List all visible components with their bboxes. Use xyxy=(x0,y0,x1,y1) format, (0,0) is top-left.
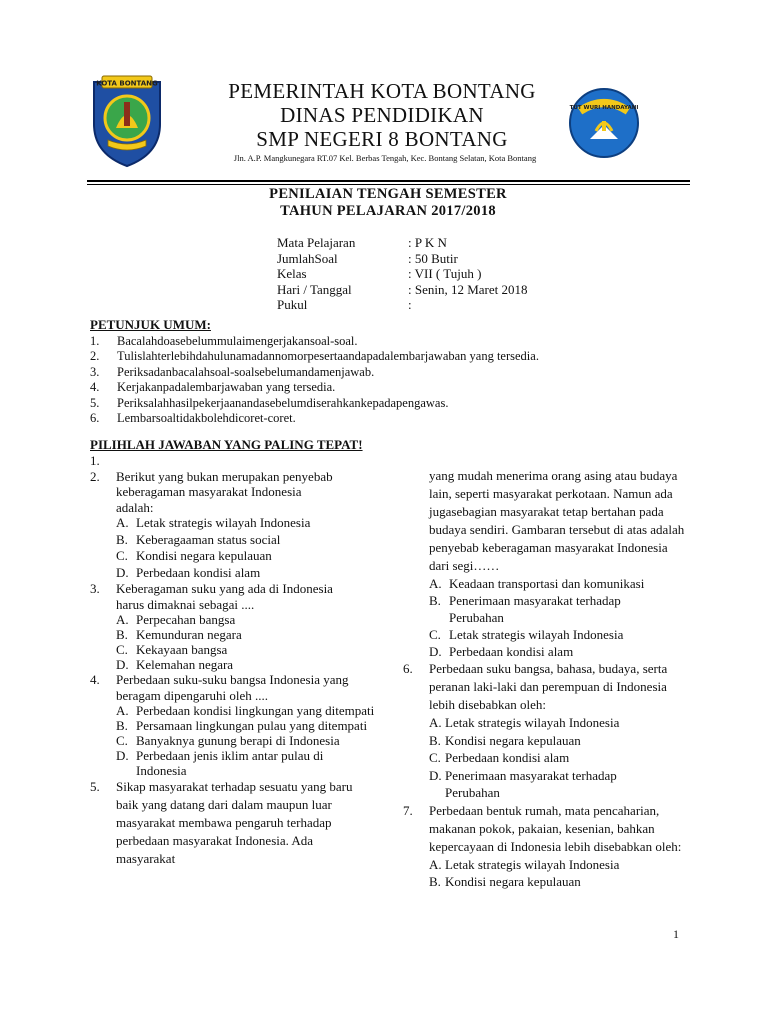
answer-option xyxy=(90,515,375,532)
question-text: Perbedaan suku-suku bangsa Indonesia yang beragam dipengaruhi oleh .... xyxy=(116,672,349,703)
question xyxy=(403,660,685,714)
option-letter: A. xyxy=(116,515,129,530)
list-item xyxy=(90,349,650,364)
exam-info xyxy=(277,235,528,313)
answer-option xyxy=(403,592,685,626)
option-letter: D. xyxy=(116,748,129,763)
question-text: Berikut yang bukan merupakan penyebab keberagaman masyarakat Indonesia adalah: xyxy=(116,468,333,515)
option-text: Kekayaan bangsa xyxy=(136,642,228,657)
answer-option xyxy=(90,642,375,657)
item-number: 5. xyxy=(90,395,100,410)
option-letter: B. xyxy=(429,732,441,748)
answer-option xyxy=(403,732,685,750)
question-text: Sikap masyarakat terhadap sesuatu yang baru baik yang datang dari dalam maupun luar masyarakat membawa pengaruh terhadap perbedaan masyarakat Indonesia. Ada masyarakat xyxy=(116,779,353,866)
item-number: 1. xyxy=(90,334,100,348)
option-text: Kondisi negara kepulauan xyxy=(445,874,581,889)
option-text: Kondisi negara kepulauan xyxy=(136,548,272,563)
svg-text:KOTA BONTANG: KOTA BONTANG xyxy=(96,79,158,88)
answer-option xyxy=(403,873,685,891)
question-number: 1. xyxy=(90,453,100,468)
header-department: DINAS PENDIDIKAN xyxy=(280,103,484,127)
option-letter: B. xyxy=(429,593,441,608)
option-text: Perbedaan kondisi alam xyxy=(136,564,261,580)
info-row xyxy=(277,235,528,251)
item-number: 3. xyxy=(90,364,100,379)
question xyxy=(90,778,375,868)
option-text: Letak strategis wilayah Indonesia xyxy=(449,627,624,642)
info-value: : P K N xyxy=(408,235,447,250)
answer-option xyxy=(403,643,685,660)
option-text: Letak strategis wilayah Indonesia xyxy=(445,715,620,730)
option-letter: A. xyxy=(116,612,129,627)
answer-option xyxy=(403,767,685,802)
info-value: : xyxy=(408,297,412,312)
item-number: 4. xyxy=(90,380,100,395)
answer-option xyxy=(90,532,375,549)
instructions-list xyxy=(90,334,650,426)
info-row xyxy=(277,297,528,313)
answer-option xyxy=(90,612,375,627)
tut-wuri-handayani-logo xyxy=(566,85,642,161)
left-question-column xyxy=(90,453,375,868)
question-text: Keberagaman suku yang ada di Indonesia harus dimaknai sebagai .... xyxy=(116,581,333,612)
option-letter: C. xyxy=(116,548,128,563)
school-address: Jln. A.P. Mangkunegara RT.07 Kel. Berbas Tengah, Kec. Bontang Selatan, Kota Bontang xyxy=(233,153,537,163)
list-item xyxy=(90,365,650,380)
option-text: Kelemahan negara xyxy=(136,657,234,672)
option-text: Kemunduran negara xyxy=(136,627,242,642)
option-letter: C. xyxy=(429,627,441,642)
question-number: 6. xyxy=(403,661,413,676)
svg-text:TUT WURI HANDAYANI: TUT WURI HANDAYANI xyxy=(569,105,639,111)
item-number: 2. xyxy=(90,349,100,364)
option-text: Perpecahan bangsa xyxy=(136,612,236,627)
info-value: : 50 Butir xyxy=(408,250,458,266)
question-continuation xyxy=(403,467,685,575)
info-key: Pukul xyxy=(277,297,308,312)
right-question-column xyxy=(403,467,685,891)
option-text: Penerimaan masyarakat terhadap Perubahan xyxy=(449,593,621,625)
option-text: Banyaknya gunung berapi di Indonesia xyxy=(136,733,340,748)
info-row xyxy=(277,282,528,298)
option-letter: D. xyxy=(429,767,442,783)
item-text: Tulislahterlebihdahulunamadannomorpesertaandapadalembarjawaban yang tersedia. xyxy=(117,349,539,364)
answer-option xyxy=(403,856,685,874)
option-letter: B. xyxy=(429,874,441,889)
header-government: PEMERINTAH KOTA BONTANG xyxy=(228,79,536,103)
info-row xyxy=(277,251,528,267)
item-text: Lembarsoaltidakbolehdicoret-coret. xyxy=(117,411,296,426)
kota-bontang-logo xyxy=(88,72,166,168)
option-letter: B. xyxy=(116,718,128,733)
info-key: Kelas xyxy=(277,266,307,281)
option-letter: C. xyxy=(116,642,128,657)
option-letter: D. xyxy=(429,644,442,659)
item-number: 6. xyxy=(90,411,100,426)
question-number: 7. xyxy=(403,802,413,818)
question-number: 5. xyxy=(90,779,100,794)
header-rule-thin xyxy=(87,184,690,185)
option-letter: A. xyxy=(116,703,129,718)
option-text: Letak strategis wilayah Indonesia xyxy=(445,856,620,872)
question-text: yang mudah menerima orang asing atau budaya lain, seperti masyarakat perkotaan. Namun ada jugasebagian masyarakat tetap bertahan pada budaya sendiri. Gambaran tersebut di atas adalah penyebab keberagaman masyarakat Indonesia dari segi…… xyxy=(429,468,685,573)
question-number: 2. xyxy=(90,468,100,484)
option-letter: B. xyxy=(116,627,128,642)
answer-option xyxy=(90,548,375,565)
question-number: 4. xyxy=(90,672,100,687)
option-text: Perbedaan kondisi alam xyxy=(445,750,570,765)
list-item xyxy=(90,380,650,395)
option-text: Perbedaan kondisi alam xyxy=(449,644,574,659)
option-letter: A. xyxy=(429,715,442,730)
choose-answer-heading: PILIHLAH JAWABAN YANG PALING TEPAT! xyxy=(90,437,363,452)
item-text: Kerjakanpadalembarjawaban yang tersedia. xyxy=(117,380,336,395)
answer-option xyxy=(90,565,375,582)
option-letter: D. xyxy=(116,564,129,580)
exam-title: PENILAIAN TENGAH SEMESTER xyxy=(269,186,507,202)
option-text: Keadaan transportasi dan komunikasi xyxy=(449,576,645,591)
answer-option xyxy=(403,575,685,592)
list-item xyxy=(90,411,650,426)
info-value: : VII ( Tujuh ) xyxy=(408,266,482,281)
item-text: Periksalahhasilpekerjaanandasebelumdiserahkankepadapengawas. xyxy=(117,395,449,410)
answer-option xyxy=(90,718,375,733)
info-value: : Senin, 12 Maret 2018 xyxy=(408,281,528,297)
question xyxy=(90,453,375,469)
option-text: Keberagaaman status social xyxy=(136,531,281,547)
option-text: Perbedaan jenis iklim antar pulau di Indonesia xyxy=(136,748,324,778)
question xyxy=(90,581,375,612)
info-key: Hari / Tanggal xyxy=(277,281,352,297)
list-item xyxy=(90,396,650,411)
instructions-heading: PETUNJUK UMUM: xyxy=(90,317,211,332)
answer-option xyxy=(90,703,375,718)
question xyxy=(403,802,685,856)
option-letter: C. xyxy=(116,733,128,748)
option-letter: B. xyxy=(116,531,128,547)
page-number: 1 xyxy=(673,927,679,941)
item-text: Bacalahdoasebelummulaimengerjakansoal-soal. xyxy=(117,334,358,348)
answer-option xyxy=(403,749,685,767)
answer-option xyxy=(90,733,375,748)
question-text: Perbedaan bentuk rumah, mata pencaharian, makanan pokok, pakaian, kesenian, bahkan kepercayaan di Indonesia lebih disebabkan oleh: xyxy=(429,802,682,854)
item-text: Periksadanbacalahsoal-soalsebelumandamenjawab. xyxy=(117,364,375,379)
option-text: Letak strategis wilayah Indonesia xyxy=(136,515,311,530)
school-year: TAHUN PELAJARAN 2017/2018 xyxy=(280,203,496,219)
list-item xyxy=(90,334,650,349)
option-letter: C. xyxy=(429,750,441,765)
info-row xyxy=(277,266,528,282)
answer-option xyxy=(403,714,685,732)
option-text: Kondisi negara kepulauan xyxy=(445,732,581,748)
question xyxy=(90,469,375,516)
option-text: Penerimaan masyarakat terhadap Perubahan xyxy=(445,767,617,800)
info-key: Mata Pelajaran xyxy=(277,235,356,250)
header-rule-thick xyxy=(87,180,690,182)
option-letter: D. xyxy=(116,657,129,672)
question-text: Perbedaan suku bangsa, bahasa, budaya, serta peranan laki-laki dan perempuan di Indonesia lebih disebabkan oleh: xyxy=(429,661,668,712)
info-key: JumlahSoal xyxy=(277,250,338,266)
question-number: 3. xyxy=(90,581,100,596)
option-letter: A. xyxy=(429,856,442,872)
option-text: Persamaan lingkungan pulau yang ditempati xyxy=(136,718,368,733)
header-school: SMP NEGERI 8 BONTANG xyxy=(256,127,508,151)
answer-option xyxy=(403,626,685,643)
answer-option xyxy=(90,627,375,642)
answer-option xyxy=(90,657,375,672)
question xyxy=(90,672,375,703)
answer-option xyxy=(90,748,375,778)
option-text: Perbedaan kondisi lingkungan yang ditempati xyxy=(136,703,375,718)
question-text xyxy=(116,453,375,469)
option-letter: A. xyxy=(429,576,442,591)
